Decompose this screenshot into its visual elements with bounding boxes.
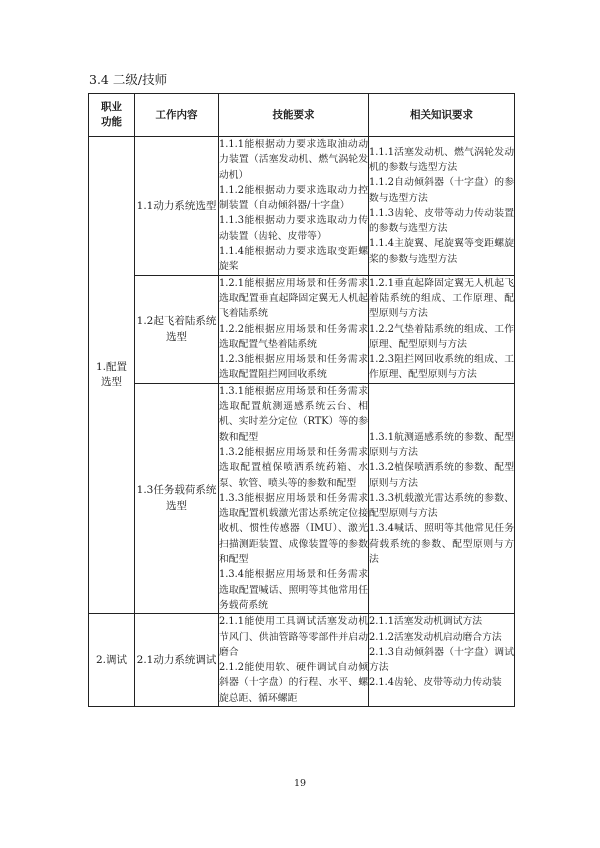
knowledge-item: 2.1.1活塞发动机调试方法 — [369, 616, 483, 628]
table-header-row — [89, 94, 515, 137]
table-row — [89, 275, 515, 383]
knowledge-item: 1.3.1航测遥感系统的参数、配型原则与方法 — [369, 431, 514, 458]
content-cell: 1.3任务载荷系统选型 — [135, 383, 219, 613]
skills-cell — [219, 137, 369, 276]
function-cell: 2.调试 — [89, 614, 135, 707]
knowledge-cell — [369, 275, 515, 383]
knowledge-item: 1.1.3齿轮、皮带等动力传动装置的参数与选型方法 — [369, 207, 514, 235]
knowledge-item: 1.1.1活塞发动机、燃气涡轮发动机的参数与选型方法 — [369, 146, 514, 173]
page-number: 19 — [293, 778, 307, 789]
skill-item: 1.1.4能根据动力要求选取变距螺旋桨 — [219, 246, 368, 273]
knowledge-item: 1.1.2自动倾斜器（十字盘）的参数与选型方法 — [369, 177, 514, 204]
section-title: 3.4 二级/技师 — [89, 72, 168, 87]
function-cell: 1.配置 选型 — [89, 137, 135, 614]
header-content: 工作内容 — [135, 94, 219, 137]
skills-cell — [219, 383, 369, 613]
knowledge-item: 1.1.4主旋翼、尾旋翼等变距螺旋桨的参数与选型方法 — [369, 238, 514, 265]
skill-item: 1.2.1能根据应用场景和任务需求选取配置垂直起降固定翼无人机起飞着陆系统 — [219, 277, 368, 320]
header-function: 职业 功能 — [89, 94, 135, 137]
skill-item: 1.3.2能根据应用场景和任务需求选取配置植保喷洒系统药箱、水泵、软管、喷头等的参数和配型 — [219, 446, 368, 489]
knowledge-item: 2.1.4齿轮、皮带等动力传动装 — [369, 677, 502, 689]
skill-item: 1.2.2能根据应用场景和任务需求选取配置气垫着陆系统 — [219, 323, 368, 350]
table-row — [89, 614, 515, 707]
knowledge-item: 1.3.3机载激光雷达系统的参数、配型原则与方法 — [369, 492, 514, 520]
knowledge-item: 2.1.2活塞发动机启动磨合方法 — [369, 631, 502, 643]
content-cell: 1.1动力系统选型 — [135, 137, 219, 276]
table-row — [89, 383, 515, 613]
skill-item: 1.1.3能根据动力要求选取动力传动装置（齿轮、皮带等） — [219, 215, 368, 242]
table-row — [89, 137, 515, 276]
knowledge-item: 1.2.1垂直起降固定翼无人机起飞着陆系统的组成、工作原理、配型原则与方法 — [369, 277, 514, 320]
skill-item: 1.3.4能根据应用场景和任务需求选取配置喊话、照明等其他常用任务载荷系统 — [219, 569, 368, 611]
content-cell: 2.1动力系统调试 — [135, 614, 219, 707]
content-cell: 1.2起飞着陆系统选型 — [135, 275, 219, 383]
knowledge-item: 1.3.2植保喷洒系统的参数、配型原则与方法 — [369, 462, 514, 489]
skill-item: 1.3.1能根据应用场景和任务需求选取配置航测遥感系统云台、相机、实时差分定位（RTK）等的参数和配型 — [219, 385, 368, 443]
knowledge-item: 1.2.2气垫着陆系统的组成、工作原理、配型原则与方法 — [369, 323, 514, 350]
skill-item: 2.1.2能使用软、硬件调试自动倾斜器（十字盘）的行程、水平、螺旋总距、循环螺距 — [219, 662, 368, 704]
skills-table — [88, 93, 515, 707]
skill-item: 2.1.1能使用工具调试活塞发动机节风门、供油管路等零部件并启动磨合 — [219, 616, 368, 658]
skill-item: 1.1.1能根据动力要求选取油动动力装置（活塞发动机、燃气涡轮发动机） — [219, 139, 368, 181]
skill-item: 1.1.2能根据动力要求选取动力控制装置（自动倾斜器/十字盘） — [219, 184, 368, 212]
knowledge-cell — [369, 137, 515, 276]
knowledge-item: 2.1.3自动倾斜器（十字盘）调试方法 — [369, 646, 514, 674]
knowledge-item: 1.3.4喊话、照明等其他常见任务荷载系统的参数、配型原则与方法 — [369, 523, 514, 566]
header-knowledge: 相关知识要求 — [369, 94, 515, 137]
skills-cell — [219, 275, 369, 383]
skill-item: 1.2.3能根据应用场景和任务需求选取配置阻拦网回收系统 — [219, 354, 368, 381]
skill-item: 1.3.3能根据应用场景和任务需求选取配置机载激光雷达系统定位接收机、惯性传感器（IMU）、激光扫描测距装置、成像装置等的参数和配型 — [219, 492, 368, 566]
knowledge-cell — [369, 383, 515, 613]
header-skills: 技能要求 — [219, 94, 369, 137]
skills-cell — [219, 614, 369, 707]
knowledge-item: 1.2.3阻拦网回收系统的组成、工作原理、配型原则与方法 — [369, 354, 514, 381]
knowledge-cell — [369, 614, 515, 707]
